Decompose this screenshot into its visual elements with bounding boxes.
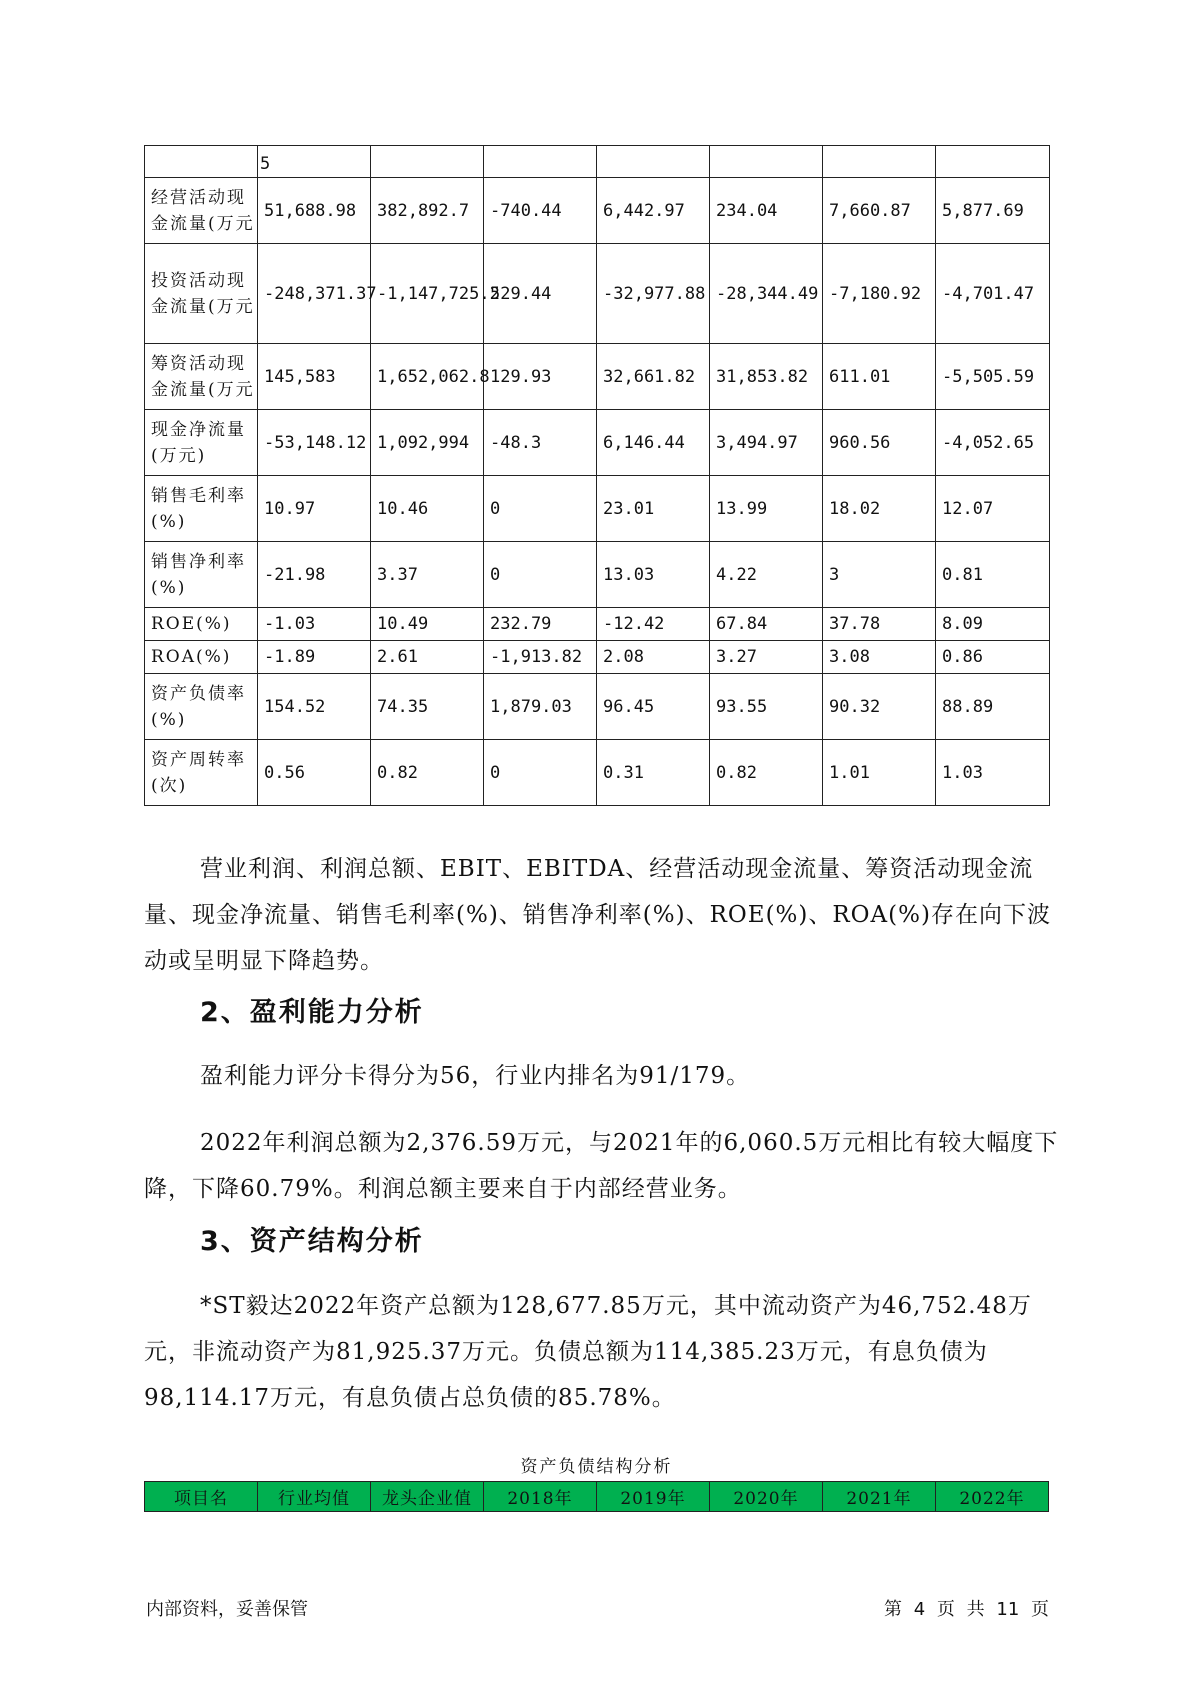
column-header: 2022年 (936, 1482, 1049, 1512)
column-header: 2019年 (597, 1482, 710, 1512)
asset-liability-table (144, 1481, 1049, 1512)
table-cell: 0.82 (371, 740, 484, 806)
column-header: 龙头企业值 (371, 1482, 484, 1512)
table-cell: 18.02 (823, 476, 936, 542)
table-cell: 88.89 (936, 674, 1050, 740)
table-cell: 1,092,994 (371, 410, 484, 476)
table-caption: 资产负债结构分析 (520, 1457, 673, 1477)
table-cell: 90.32 (823, 674, 936, 740)
table-cell: -7,180.92 (823, 244, 936, 344)
table-cell: -1.03 (258, 608, 371, 641)
table-cell: 4.22 (710, 542, 823, 608)
table-cell: -53,148.12 (258, 410, 371, 476)
footer-confidential-note: 内部资料，妥善保管 (146, 1599, 308, 1620)
table-cell: 1,652,062.8 (371, 344, 484, 410)
table-cell: 37.78 (823, 608, 936, 641)
row-label: 投资活动现金流量(万元 (145, 244, 258, 344)
table-row (145, 178, 1050, 244)
table-cell: 154.52 (258, 674, 371, 740)
page-number: 第 4 页 共 11 页 (884, 1599, 1049, 1620)
table-cell: -21.98 (258, 542, 371, 608)
table-cell: 0.86 (936, 641, 1050, 674)
row-label: 筹资活动现金流量(万元 (145, 344, 258, 410)
asset-structure-paragraph: *ST毅达2022年资产总额为128,677.85万元，其中流动资产为46,752.48万元，非流动资产为81,925.37万元。负债总额为114,385.23万元，有息负债为98,114.17万元，有息负债占总负债的85.78%。 (144, 1293, 1032, 1411)
table-cell: 3,494.97 (710, 410, 823, 476)
table-cell: 23.01 (597, 476, 710, 542)
table-cell: 3 (823, 542, 936, 608)
table-cell: 74.35 (371, 674, 484, 740)
table-cell: 12.07 (936, 476, 1050, 542)
table-cell: 6,442.97 (597, 178, 710, 244)
table-cell: 3.08 (823, 641, 936, 674)
table-cell: 234.04 (710, 178, 823, 244)
table-row (145, 608, 1050, 641)
table-cell: 3.27 (710, 641, 823, 674)
row-label: 销售净利率(%) (145, 542, 258, 608)
row-label: 现金净流量(万元) (145, 410, 258, 476)
row-label: ROA(%) (145, 641, 258, 674)
table-cell: 0 (484, 740, 597, 806)
table-cell: 0.82 (710, 740, 823, 806)
table-cell: -4,701.47 (936, 244, 1050, 344)
table-cell: 1.01 (823, 740, 936, 806)
table-cell: 93.55 (710, 674, 823, 740)
table-cell: 5,877.69 (936, 178, 1050, 244)
column-header: 项目名 (145, 1482, 258, 1512)
table-row (145, 410, 1050, 476)
table-cell: 0.31 (597, 740, 710, 806)
row-label: 资产负债率(%) (145, 674, 258, 740)
profitability-score-paragraph: 盈利能力评分卡得分为56，行业内排名为91/179。 (200, 1063, 751, 1089)
table-row (145, 740, 1050, 806)
row-label: 销售毛利率(%) (145, 476, 258, 542)
table-cell: 96.45 (597, 674, 710, 740)
table-cell: 3.37 (371, 542, 484, 608)
table-cell: 2.08 (597, 641, 710, 674)
column-header: 2020年 (710, 1482, 823, 1512)
table-cell: 2.61 (371, 641, 484, 674)
table-cell: -32,977.88 (597, 244, 710, 344)
table-row (145, 674, 1050, 740)
table-cell: 611.01 (823, 344, 936, 410)
column-header: 2018年 (484, 1482, 597, 1512)
section-heading-profitability: 2、盈利能力分析 (200, 997, 424, 1028)
column-header: 2021年 (823, 1482, 936, 1512)
table-cell: 51,688.98 (258, 178, 371, 244)
table-cell: 67.84 (710, 608, 823, 641)
table-cell: -248,371.37 (258, 244, 371, 344)
table-cell: -1.89 (258, 641, 371, 674)
table-cell: 0.81 (936, 542, 1050, 608)
table-cell: -48.3 (484, 410, 597, 476)
table-cell: 6,146.44 (597, 410, 710, 476)
table-cell: -28,344.49 (710, 244, 823, 344)
table-cell: 13.03 (597, 542, 710, 608)
row-label: 经营活动现金流量(万元 (145, 178, 258, 244)
table-cell: -5,505.59 (936, 344, 1050, 410)
table-cell: 10.49 (371, 608, 484, 641)
table-header-row (145, 1482, 1049, 1512)
table-cell: 32,661.82 (597, 344, 710, 410)
table-row (145, 641, 1050, 674)
table-cell: 8.09 (936, 608, 1050, 641)
table-cell: 7,660.87 (823, 178, 936, 244)
table-cell: 13.99 (710, 476, 823, 542)
column-header: 行业均值 (258, 1482, 371, 1512)
table-cell: 5 (258, 146, 371, 178)
table-row (145, 344, 1050, 410)
table-cell: 529.44 (484, 244, 597, 344)
table-cell: 145,583 (258, 344, 371, 410)
table-row (145, 542, 1050, 608)
table-cell: 0 (484, 542, 597, 608)
row-label: ROE(%) (145, 608, 258, 641)
table-row (145, 476, 1050, 542)
table-cell: 31,853.82 (710, 344, 823, 410)
table-cell: 232.79 (484, 608, 597, 641)
table-cell: 1.03 (936, 740, 1050, 806)
table-row (145, 146, 1050, 178)
table-row (145, 244, 1050, 344)
table-cell: 382,892.7 (371, 178, 484, 244)
financial-indicator-table (144, 145, 1050, 806)
table-cell: -4,052.65 (936, 410, 1050, 476)
table-cell: 0.56 (258, 740, 371, 806)
table-cell: -12.42 (597, 608, 710, 641)
table-cell: 1,879.03 (484, 674, 597, 740)
table-cell: 0 (484, 476, 597, 542)
table-cell: 960.56 (823, 410, 936, 476)
table-cell: -1,147,725.2 (371, 244, 484, 344)
row-label: 资产周转率(次) (145, 740, 258, 806)
table-cell: 129.93 (484, 344, 597, 410)
profit-total-paragraph: 2022年利润总额为2,376.59万元，与2021年的6,060.5万元相比有较大幅度下降，下降60.79%。利润总额主要来自于内部经营业务。 (144, 1130, 1059, 1202)
table-cell: -740.44 (484, 178, 597, 244)
table-cell: 10.97 (258, 476, 371, 542)
table-cell: 10.46 (371, 476, 484, 542)
trend-paragraph: 营业利润、利润总额、EBIT、EBITDA、经营活动现金流量、筹资活动现金流量、现金净流量、销售毛利率(%)、销售净利率(%)、ROE(%)、ROA(%)存在向下波动或呈明显下降趋势。 (144, 856, 1051, 974)
table-cell: -1,913.82 (484, 641, 597, 674)
section-heading-asset-structure: 3、资产结构分析 (200, 1226, 424, 1257)
